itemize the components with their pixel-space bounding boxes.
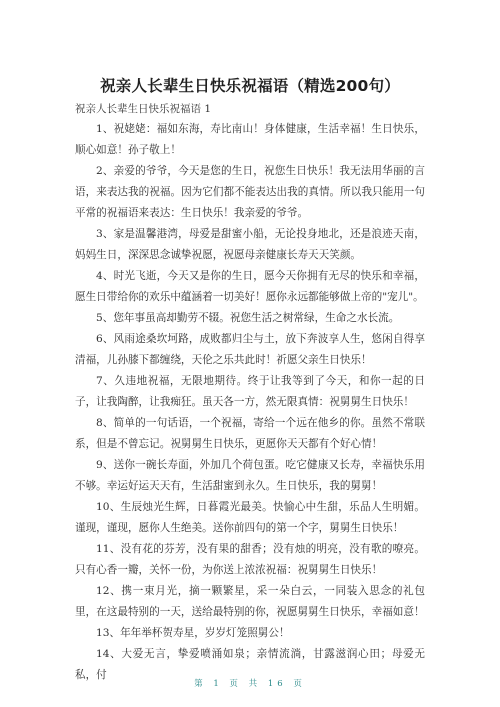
paragraph: 14、大爱无言，挚爱喷涌如泉；亲情流淌，甘露滋润心田；母爱无私，付 [75, 648, 425, 681]
section-subtitle: 祝亲人长辈生日快乐祝福语 1 [75, 103, 212, 115]
paragraph: 6、风雨途桑坎坷路，成败都归尘与土，放下奔波享人生，悠闲自得享清福，儿孙膝下都缠绕，天伦之乐共此时！祈愿父亲生日快乐！ [75, 333, 425, 366]
paragraph: 11、没有花的芬芳，没有果的甜香；没有烛的明亮，没有歌的嘹亮。只有心香一瓣，关怀一份，为你送上浓浓祝福：祝舅舅生日快乐！ [75, 543, 425, 576]
page-title: 祝亲人长辈生日快乐祝福语（精选200句） [100, 77, 400, 95]
paragraph: 5、您年事虽高却勤劳不辍。祝您生活之树常绿，生命之水长流。 [96, 312, 400, 324]
document-body [75, 119, 425, 686]
paragraph: 13、年年举杯贺寿星，岁岁灯笼照舅公！ [96, 627, 290, 639]
paragraph: 10、生辰烛光生辉，日暮霞光最美。快愉心中生甜，乐品人生明媚。谨现，谨现，愿你人生绝美。送你前四句的第一个字，舅舅生日快乐！ [75, 501, 425, 534]
paragraph: 3、家是温馨港湾，母爱是甜蜜小船，无论投身地北，还是浪迹天南，妈妈生日，深深思念诚挚祝愿，祝愿母亲健康长寿天天笑颜。 [75, 228, 425, 261]
paragraph: 2、亲爱的爷爷，今天是您的生日，祝您生日快乐！我无法用华丽的言语，来表达我的祝福。因为它们都不能表达出我的真情。所以我只能用一句平常的祝福语来表达：生日快乐！我亲爱的爷爷。 [75, 165, 425, 219]
paragraph: 1、祝姥姥：福如东海，寿比南山！身体健康，生活幸福！生日快乐，顺心如意！孙子敬上！ [75, 123, 425, 156]
paragraph: 12、携一束月光，摘一颗繁星，采一朵白云，一同装入思念的礼包里，在这最特别的一天，送给最特别的你，祝愿舅舅生日快乐，幸福如意！ [75, 585, 425, 618]
paragraph: 4、时光飞逝，今天又是你的生日，愿今天你拥有无尽的快乐和幸福，愿生日带给你的欢乐中蕴涵着一切美好！愿你永远都能够做上帝的"宠儿"。 [75, 270, 425, 303]
paragraph: 9、送你一碗长寿面，外加几个荷包蛋。吃它健康又长寿，幸福快乐用不够。幸运好运天天有，生活甜蜜到永久。生日快乐，我的舅舅！ [75, 459, 425, 492]
paragraph: 8、简单的一句话语，一个祝福，寄给一个远在他乡的你。虽然不常联系，但是不曾忘记。祝舅舅生日快乐，更愿你天天都有个好心情！ [75, 417, 425, 450]
paragraph: 7、久违地祝福，无限地期待。终于让我等到了今天，和你一起的日子，让我陶醉，让我痴狂。虽天各一方，然无限真情：祝舅舅生日快乐！ [75, 375, 425, 408]
page-footer: 第 1 页 共 16 页 [194, 679, 306, 689]
